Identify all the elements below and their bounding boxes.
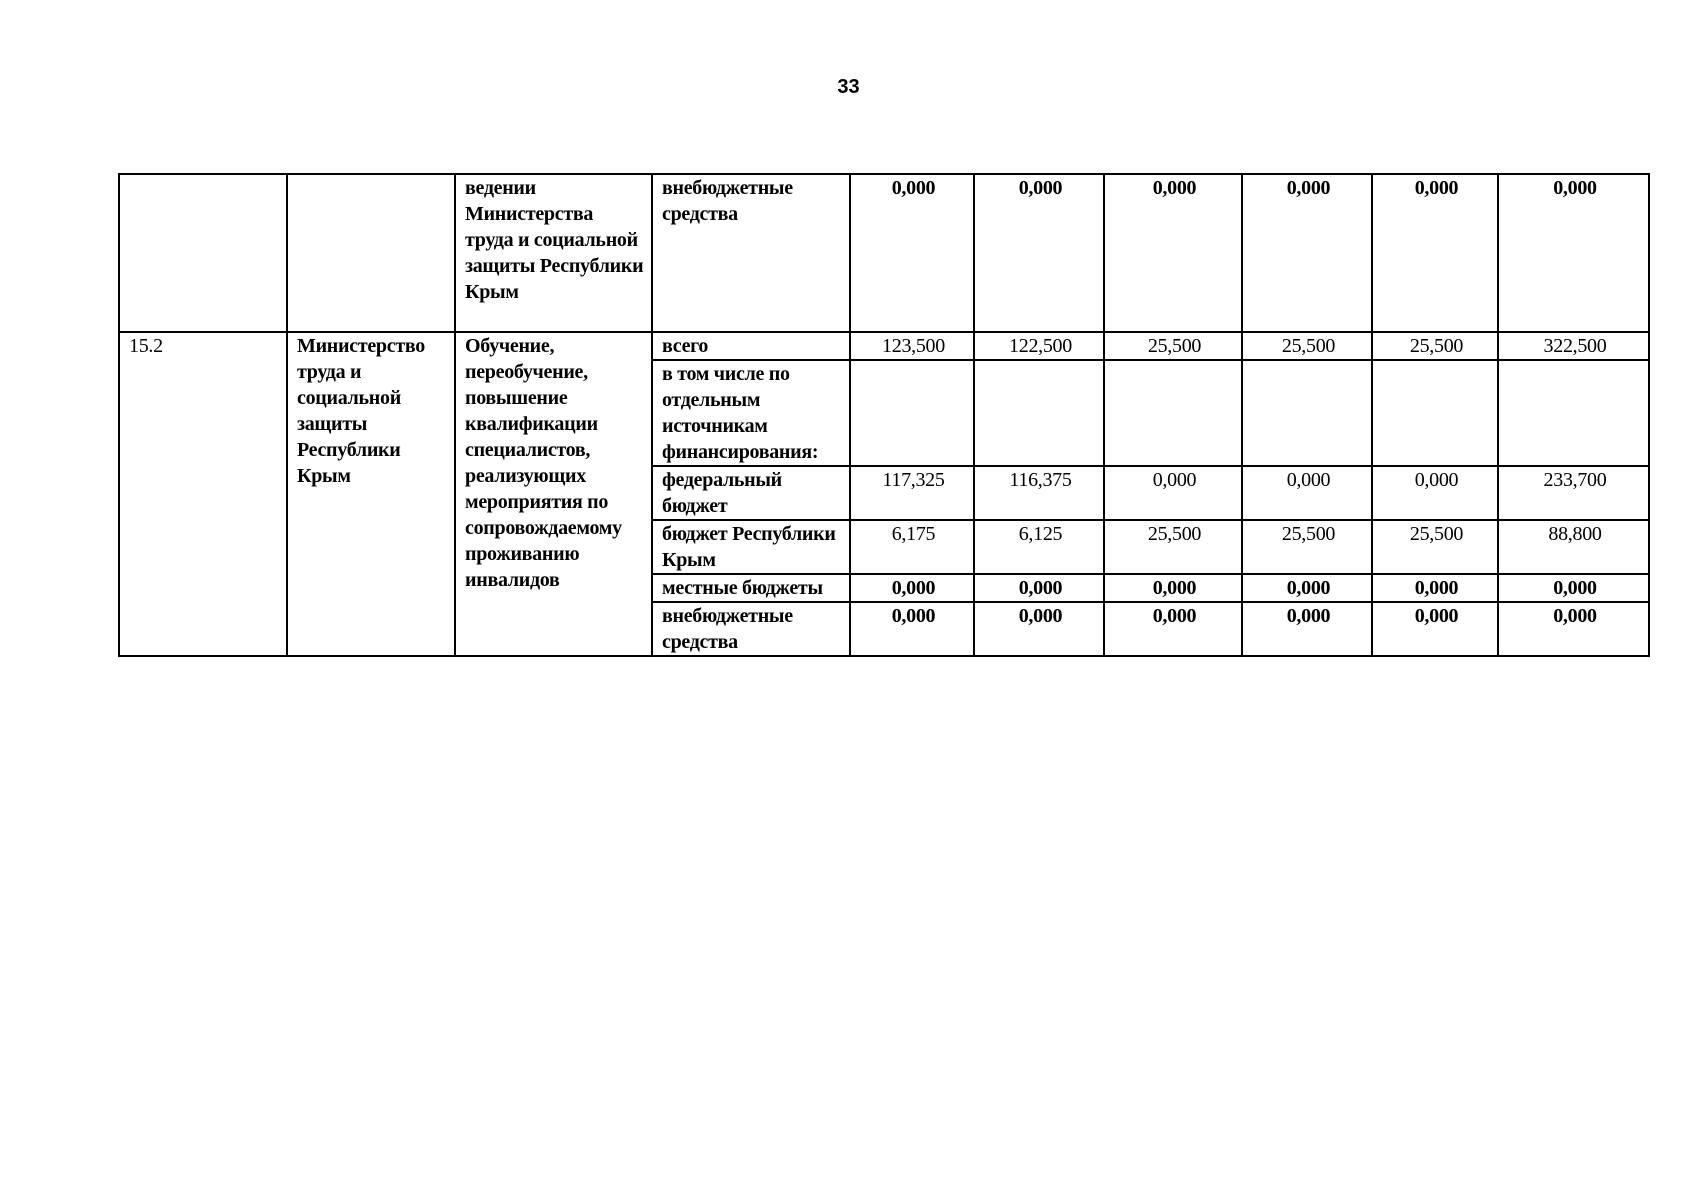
value-cell: 0,000 bbox=[850, 174, 974, 332]
value-cell: 233,700 bbox=[1498, 466, 1649, 520]
item-number-cell: 15.2 bbox=[119, 332, 287, 656]
table-row bbox=[119, 174, 1649, 332]
source-cell: всего bbox=[652, 332, 850, 360]
value-cell: 25,500 bbox=[1242, 332, 1372, 360]
value-cell: 0,000 bbox=[850, 602, 974, 656]
value-cell: 0,000 bbox=[1498, 602, 1649, 656]
budget-table bbox=[118, 173, 1650, 657]
value-cell bbox=[850, 360, 974, 466]
value-cell: 0,000 bbox=[1104, 466, 1242, 520]
source-cell: местные бюджеты bbox=[652, 574, 850, 602]
value-cell bbox=[1242, 360, 1372, 466]
value-cell: 6,125 bbox=[974, 520, 1104, 574]
value-cell: 6,175 bbox=[850, 520, 974, 574]
value-cell: 25,500 bbox=[1242, 520, 1372, 574]
value-cell: 0,000 bbox=[1104, 574, 1242, 602]
value-cell: 25,500 bbox=[1104, 520, 1242, 574]
value-cell: 0,000 bbox=[1242, 466, 1372, 520]
table-row bbox=[119, 332, 1649, 360]
value-cell: 25,500 bbox=[1372, 332, 1498, 360]
value-cell bbox=[974, 360, 1104, 466]
value-cell: 0,000 bbox=[1242, 574, 1372, 602]
value-cell: 116,375 bbox=[974, 466, 1104, 520]
value-cell: 0,000 bbox=[1242, 602, 1372, 656]
value-cell: 123,500 bbox=[850, 332, 974, 360]
value-cell: 0,000 bbox=[974, 574, 1104, 602]
value-cell: 0,000 bbox=[1372, 174, 1498, 332]
event-cell: ведении Министерства труда и социальной защиты Республики Крым bbox=[455, 174, 652, 332]
value-cell: 88,800 bbox=[1498, 520, 1649, 574]
value-cell bbox=[1372, 360, 1498, 466]
value-cell bbox=[1104, 360, 1242, 466]
value-cell: 117,325 bbox=[850, 466, 974, 520]
value-cell: 25,500 bbox=[1104, 332, 1242, 360]
value-cell: 0,000 bbox=[1372, 574, 1498, 602]
source-cell: федеральный бюджет bbox=[652, 466, 850, 520]
value-cell: 0,000 bbox=[1498, 174, 1649, 332]
value-cell: 0,000 bbox=[974, 602, 1104, 656]
source-cell: бюджет Республики Крым bbox=[652, 520, 850, 574]
value-cell bbox=[1498, 360, 1649, 466]
page-number: 33 bbox=[837, 76, 860, 98]
item-number-cell bbox=[119, 174, 287, 332]
value-cell: 0,000 bbox=[974, 174, 1104, 332]
value-cell: 0,000 bbox=[850, 574, 974, 602]
value-cell: 122,500 bbox=[974, 332, 1104, 360]
value-cell: 0,000 bbox=[1372, 602, 1498, 656]
event-cell: Обучение, переобучение, повышение квалификации специалистов, реализующих мероприятия по сопровождаемому проживанию инвалидов bbox=[455, 332, 652, 656]
value-cell: 0,000 bbox=[1242, 174, 1372, 332]
executor-cell: Министерство труда и социальной защиты Республики Крым bbox=[287, 332, 455, 656]
executor-cell bbox=[287, 174, 455, 332]
value-cell: 0,000 bbox=[1104, 174, 1242, 332]
value-cell: 0,000 bbox=[1104, 602, 1242, 656]
source-cell: в том числе по отдельным источникам финансирования: bbox=[652, 360, 850, 466]
value-cell: 0,000 bbox=[1372, 466, 1498, 520]
source-cell: внебюджетные средства bbox=[652, 174, 850, 332]
value-cell: 25,500 bbox=[1372, 520, 1498, 574]
value-cell: 322,500 bbox=[1498, 332, 1649, 360]
source-cell: внебюджетные средства bbox=[652, 602, 850, 656]
value-cell: 0,000 bbox=[1498, 574, 1649, 602]
